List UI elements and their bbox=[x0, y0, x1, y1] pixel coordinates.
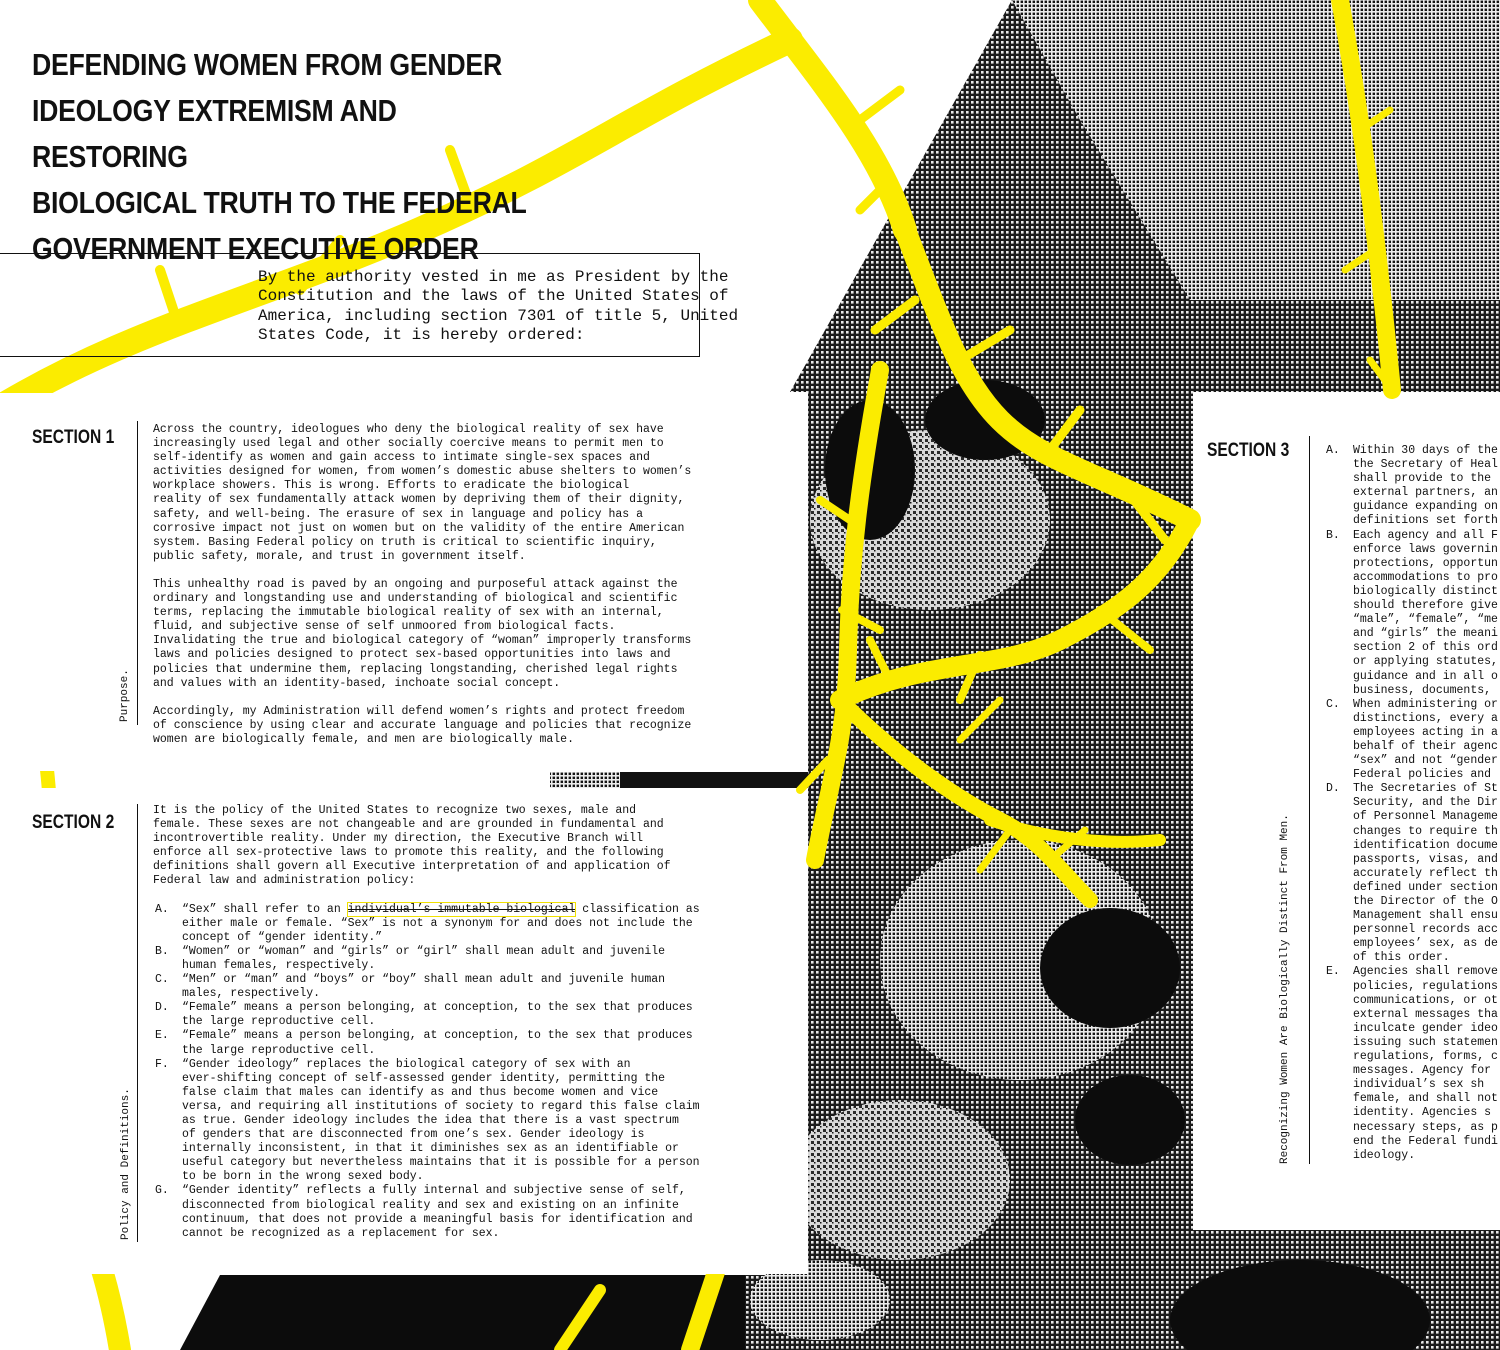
title-line: GOVERNMENT EXECUTIVE ORDER bbox=[32, 231, 479, 266]
section-3-item bbox=[1324, 444, 1500, 529]
item-text: classification as either male or female. “Sex” is not a synonym for and does not include the concept of “gender identity.” bbox=[182, 902, 700, 944]
section-3-item bbox=[1324, 965, 1500, 1162]
item-letter: D. bbox=[1326, 782, 1340, 796]
section-1-heading: SECTION 1 bbox=[32, 427, 115, 448]
item-text: “Men” or “man” and “boys” or “boy” shall mean adult and juvenile human males, respectively. bbox=[182, 973, 666, 1001]
title-line: IDEOLOGY EXTREMISM AND RESTORING bbox=[32, 93, 397, 174]
section-3-side-label: Recognizing Women Are Biologically Distinct From Men. bbox=[1279, 814, 1291, 1164]
section-2-heading: SECTION 2 bbox=[32, 812, 115, 833]
page-title bbox=[32, 42, 548, 272]
section-3-panel bbox=[1193, 392, 1500, 1230]
item-letter: B. bbox=[1326, 528, 1340, 542]
item-letter: A. bbox=[1326, 444, 1340, 457]
section-2-rule bbox=[137, 804, 138, 1242]
section-1-body bbox=[153, 423, 713, 761]
item-letter: C. bbox=[155, 973, 169, 987]
section-3-item bbox=[1324, 698, 1500, 783]
definition-item bbox=[153, 973, 753, 1001]
item-text: Agencies shall remove policies, regulations communications, or ot external messages tha inculcate gender ideo issuing such statemen regulations, forms, c messages. Agency for individual’s sex sh female, and shall not identity. Agencies s necessary steps, as p end the Federal fundi ideology. bbox=[1353, 965, 1498, 1162]
section-2-panel bbox=[0, 788, 808, 1274]
item-text: Each agency and all F enforce laws governin protections, opportun accommodations to pro biologically distinct should therefore give “male”, “female”, “me and “girls” the meani section 2 of this ord or applying statutes, guidance and in all o business, documents, bbox=[1353, 528, 1498, 697]
section-3-body bbox=[1324, 444, 1500, 1163]
section-3-item bbox=[1324, 529, 1500, 698]
section-2-body bbox=[153, 804, 753, 1241]
item-letter: D. bbox=[155, 1001, 169, 1015]
section-1-rule bbox=[137, 421, 138, 725]
definition-item bbox=[153, 1184, 753, 1240]
section-1-panel bbox=[0, 393, 712, 771]
item-letter: E. bbox=[1326, 965, 1340, 979]
item-letter: E. bbox=[155, 1029, 169, 1043]
section-1-paragraph: Across the country, ideologues who deny the biological reality of sex have increasingly used legal and other socially coercive means to permit men to self-identify as women and gain access to intimate single-sex spaces and activities designed for women, from women’s domestic abuse shelters to women’s workplace showers. This is wrong. Efforts to eradicate the biological reality of sex fundamentally attack women by depriving them of their dignity, safety, and well-being. The erasure of sex in language and policy has a corrosive impact not just on women but on the validity of the entire American system. Basing Federal policy on truth is critical to scientific inquiry, public safety, morale, and trust in government itself. bbox=[153, 423, 692, 563]
item-letter: G. bbox=[155, 1184, 169, 1198]
item-text: The Secretaries of St Security, and the Dir of Personnel Manageme changes to require th identification docume passports, visas, and accurately reflect th defined under section the Director of the O Management shall ensu personnel records acc employees’ sex, as de of this order. bbox=[1353, 782, 1498, 965]
item-letter: B. bbox=[155, 944, 169, 958]
definition-item bbox=[153, 903, 753, 945]
section-2-intro: It is the policy of the United States to recognize two sexes, male and female. These sexes are not changeable and are grounded in fundamental and incontrovertible reality. Under my direction, the Executive Branch will enforce all sex-protective laws to promote this reality, and the following definitions shall govern all Executive interpretation of and application of Federal law and administration policy: bbox=[153, 804, 671, 888]
section-3-rule bbox=[1309, 436, 1310, 1164]
definition-item bbox=[153, 1001, 753, 1029]
section-1-paragraph: This unhealthy road is paved by an ongoing and purposeful attack against the ordinary and longstanding use and understanding of biological and scientific terms, replacing the immutable biological reality of sex with an internal, fluid, and subjective sense of self unmoored from biological facts. Invalidating the true and biological category of “woman” improperly transforms laws and policies designed to protect sex-based opportunities into laws and policies that undermine them, replacing longstanding, cherished legal rights and values with an identity-based, inchoate social concept. bbox=[153, 577, 692, 690]
item-text: When administering or distinctions, every a employees acting in a behalf of their agenc “sex” and not “gender Federal policies and bbox=[1353, 697, 1498, 782]
item-letter: C. bbox=[1326, 697, 1340, 711]
section-1-paragraph: Accordingly, my Administration will defend women’s rights and protect freedom of conscience by using clear and accurate language and policies that recognize women are biologically female, and men are biologically male. bbox=[153, 704, 692, 746]
item-text: “Sex” shall refer to an bbox=[182, 902, 348, 916]
title-line: DEFENDING WOMEN FROM GENDER bbox=[32, 47, 502, 82]
section-3-list bbox=[1324, 444, 1500, 1163]
item-text: “Female” means a person belonging, at conception, to the sex that produces the large reproductive cell. bbox=[182, 1029, 693, 1057]
item-text: “Gender ideology” replaces the biological category of sex with an ever-shifting concept of self-assessed gender identity, permitting the false claim that males can identify as and thus become women and vice versa, and requiring all institutions of society to regard this false claim as true. Gender ideology includes the idea that there is a vast spectrum of genders that are disconnected from one’s sex. Gender ideology is internally inconsistent, in that it diminishes sex as an identifiable or useful category but nevertheless maintains that it is possible for a person to be born in the wrong sexed body. bbox=[182, 1057, 700, 1184]
section-1-side-label: Purpose. bbox=[119, 669, 131, 722]
preamble-text: By the authority vested in me as President by the Constitution and the laws of the United States of America, including section 7301 of title 5, United States Code, it is hereby ordered: bbox=[258, 268, 739, 344]
item-text: “Female” means a person belonging, at conception, to the sex that produces the large reproductive cell. bbox=[182, 1001, 693, 1029]
section-3-heading: SECTION 3 bbox=[1207, 440, 1290, 461]
item-text: “Women” or “woman” and “girls” or “girl” shall mean adult and juvenile human females, respectively. bbox=[182, 944, 666, 972]
item-letter: F. bbox=[155, 1057, 169, 1071]
item-letter: A. bbox=[155, 902, 169, 916]
item-text: “Gender identity” reflects a fully internal and subjective sense of self, disconnected from biological reality and sex and existing on an infinite continuum, that does not provide a meaningful basis for identification and cannot be recognized as a replacement for sex. bbox=[182, 1184, 693, 1240]
item-text: Within 30 days of the the Secretary of Heal shall provide to the external partners, an guidance expanding on definitions set forth bbox=[1353, 444, 1498, 528]
definition-item bbox=[153, 1029, 753, 1057]
highlighted-phrase: individual’s immutable biological bbox=[347, 902, 576, 916]
definition-item bbox=[153, 1058, 753, 1185]
title-line: BIOLOGICAL TRUTH TO THE FEDERAL bbox=[32, 185, 527, 220]
definition-item bbox=[153, 945, 753, 973]
section-2-side-label: Policy and Definitions. bbox=[120, 1088, 132, 1240]
section-3-item bbox=[1324, 782, 1500, 965]
definitions-list bbox=[153, 903, 753, 1241]
